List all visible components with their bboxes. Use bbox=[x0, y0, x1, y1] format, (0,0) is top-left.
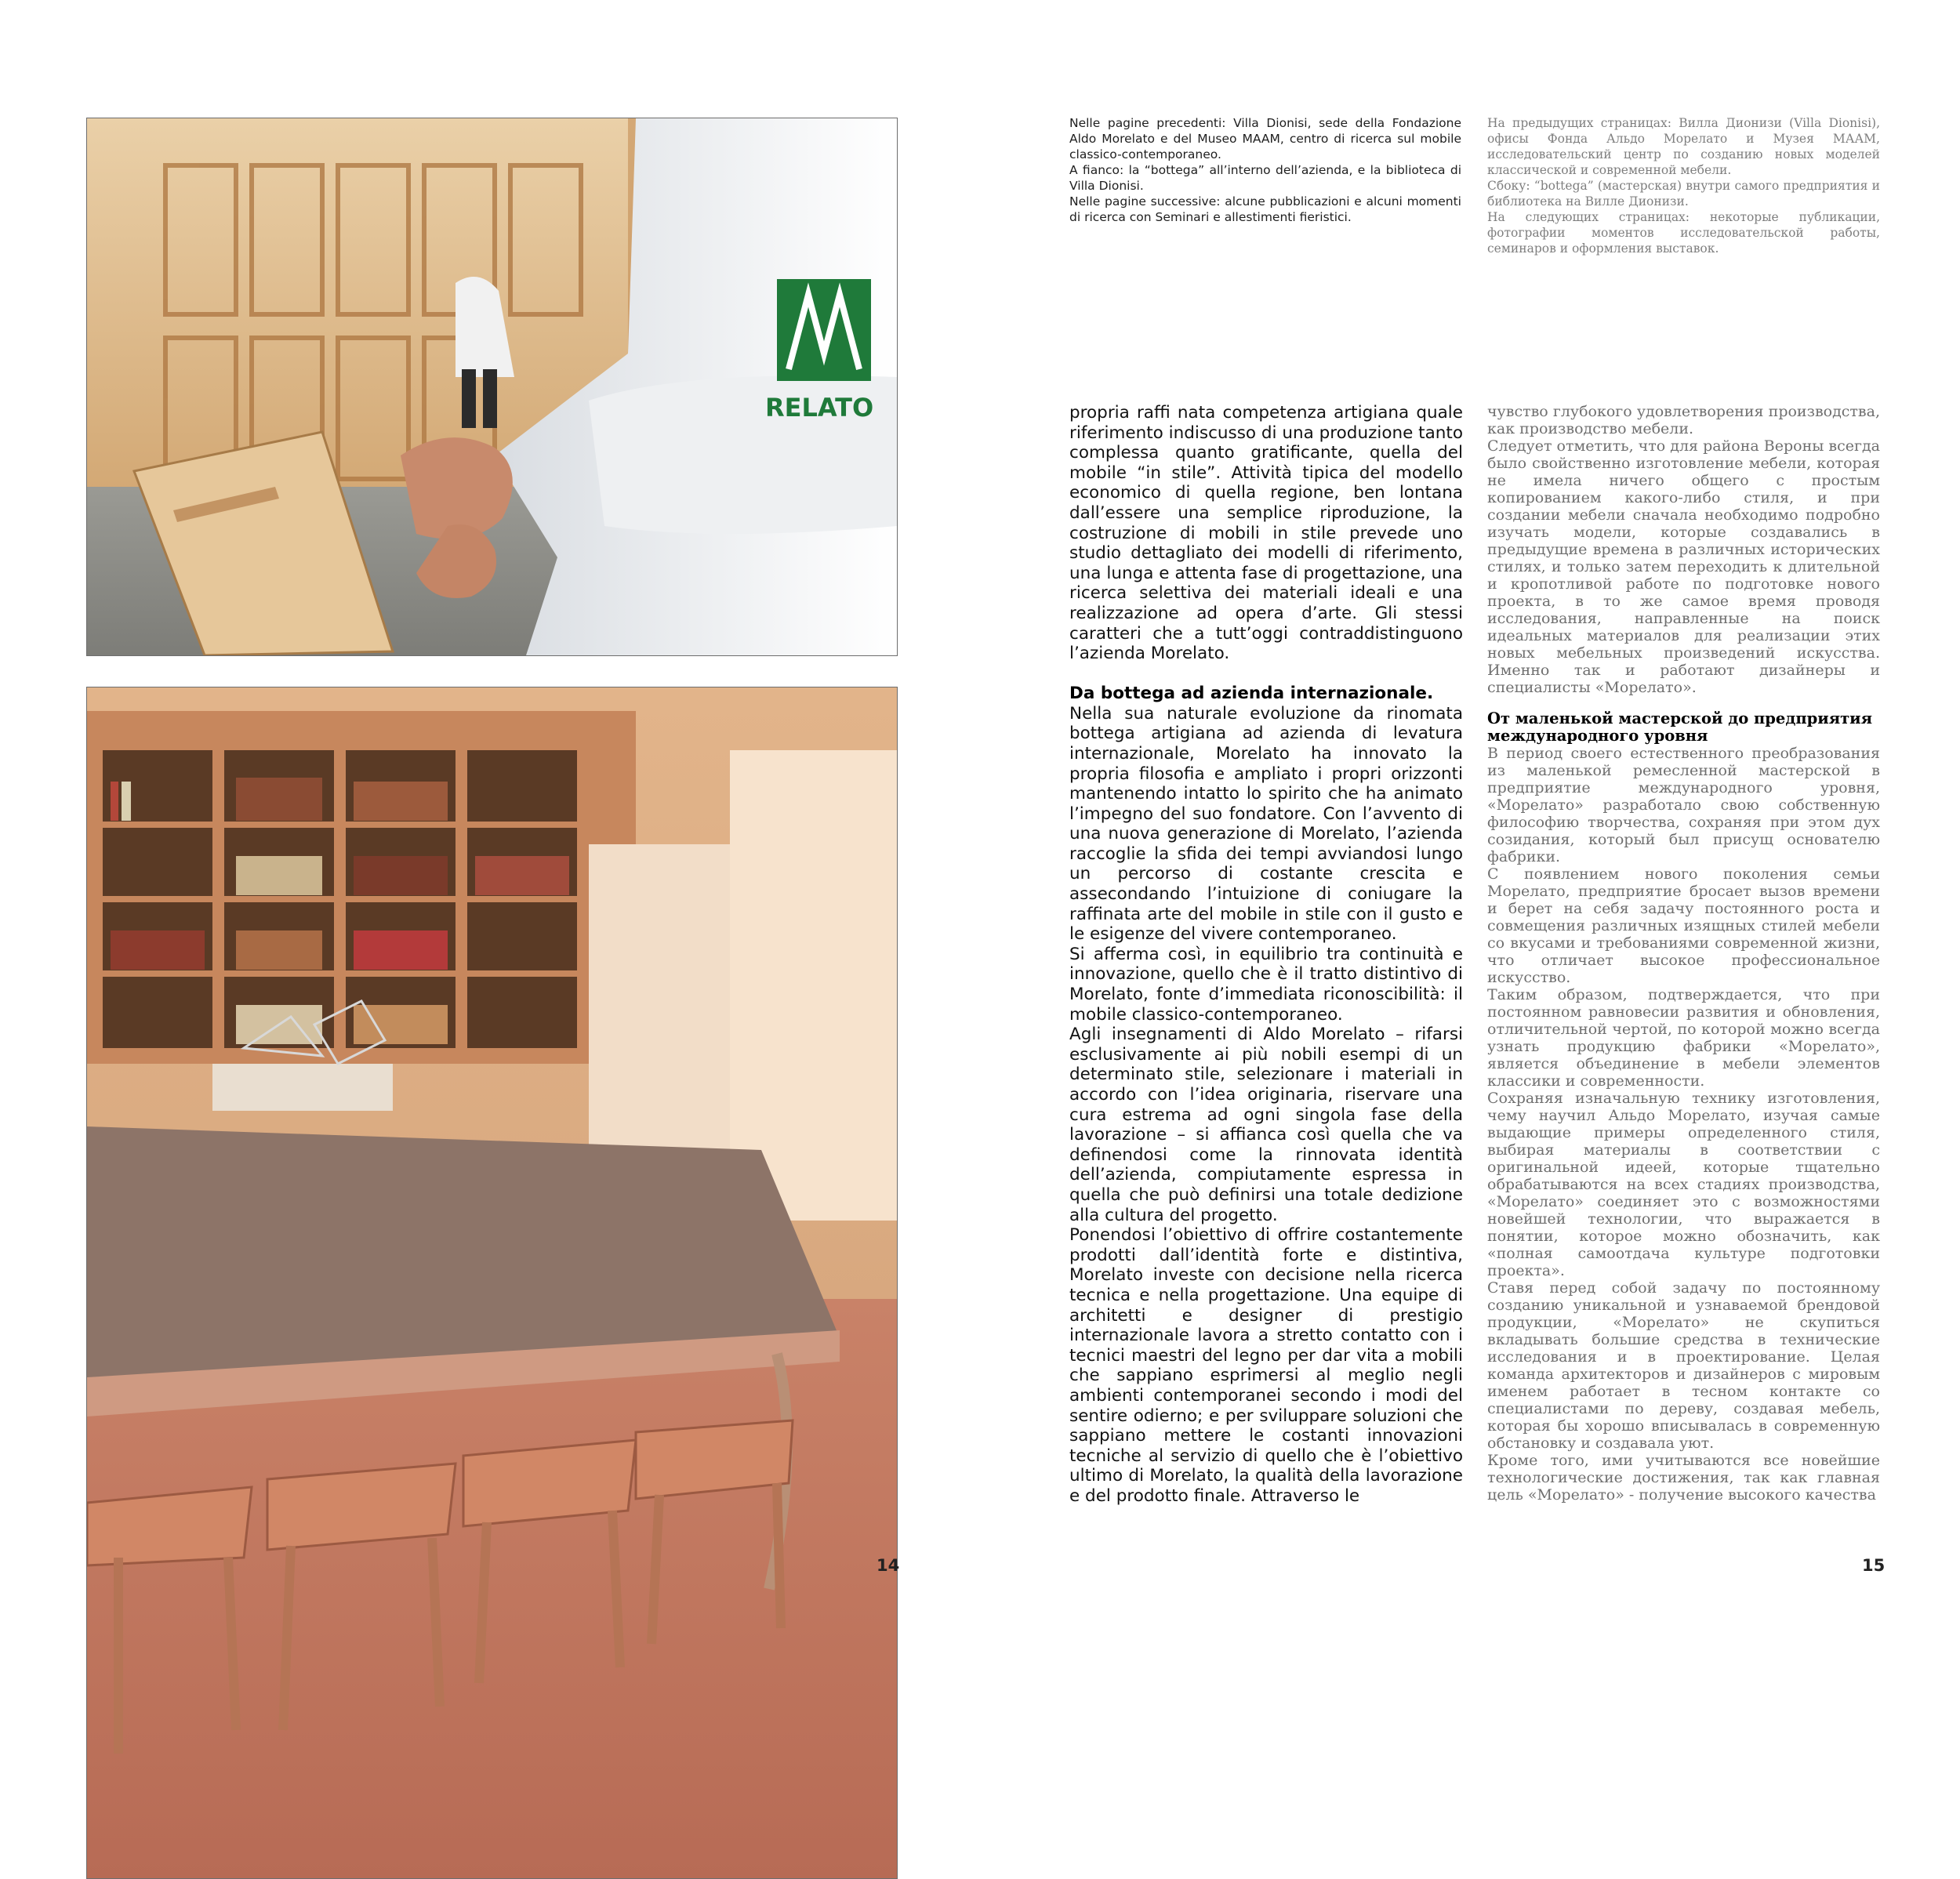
page-number-left: 14 bbox=[877, 1556, 900, 1575]
caption-italian-line: A fianco: la “bottega” all’interno dell’azienda, e la biblioteca di Villa Dionisi. bbox=[1069, 163, 1461, 193]
russian-paragraph: Ставя перед собой задачу по постоянному созданию уникальной и узнаваемой брендовой продукции, «Морелато» не скупиться вкладывать большие средства в технические исследования и в проектирование. Целая команда архитекторов и дизайнеров с мировым именем работает в тесном контакте со специалистами по дереву, создавая мебель, которая бы хорошо вписывалась в современную обстановку и создавала уют. bbox=[1487, 1279, 1880, 1452]
italian-intro: propria raffi nata competenza artigiana quale riferimento indiscusso di una produzione tanto complessa quanto gratificante, quella del mobile “in stile”. Attività tipica del modello economico di quella regione, ben lontana dall’essere una semplice riproduzione, la costruzione di mobili in stile prevede uno studio dettagliato dei modelli di riferimento, una lunga e attenta fase di progettazione, una ricerca selettiva dei materiali ideali e una realizzazione ad opera d’arte. Gli stessi caratteri che a tutt’oggi contraddistinguono l’azienda Morelato. bbox=[1069, 403, 1463, 664]
italian-paragraph: Agli insegnamenti di Aldo Morelato – rifarsi esclusivamente ai più nobili esempi di un determinato stile, selezionare i materiali in accordo con l’idea originaria, riservare una cura estrema ad ogni singola fase della lavorazione – si affianca così quella che va definendosi come la rinnovata identità dell’azienda, compiutamente espressa in quella che può definirsi una totale dedizione alla cultura del progetto. bbox=[1069, 1025, 1463, 1225]
italian-paragraph: Si afferma così, in equilibrio tra continuità e innovazione, quello che è il tratto distintivo di Morelato, fonte d’immediata riconoscibilità: il mobile classico-contemporaneo. bbox=[1069, 944, 1463, 1025]
caption-italian-line: Nelle pagine precedenti: Villa Dionisi, sede della Fondazione Aldo Morelato e del Museo MAAM, centro di ricerca sul mobile classico-contemporaneo. bbox=[1069, 116, 1461, 161]
russian-paragraph: Кроме того, ими учитываются все новейшие технологические достижения, так как главная цель «Морелато» - получение высокого качества bbox=[1487, 1452, 1880, 1504]
library-photo bbox=[86, 687, 898, 1879]
russian-column bbox=[1487, 403, 1880, 1504]
italian-paragraph: Ponendosi l’obiettivo di offrire costantemente prodotti dall’identità forte e distintiva, Morelato investe con decisione nella ricerca tecnica e nella progettazione. Una equipe di architetti e designer di prestigio internazionale lavora a stretto contatto con i tecnici maestri del legno per dar vita a mobili che sappiano esprimersi al meglio negli ambienti contemporanei secondo i modi del sentire odierno; e per sviluppare soluzioni che sappiano mettere le costanti innovazioni tecniche al servizio di quello che è l’obiettivo ultimo di Morelato, la qualità della lavorazione e del prodotto finale. Attraverso le bbox=[1069, 1225, 1463, 1506]
caption-russian-line: На следующих страницах: некоторые публикации, фотографии моментов исследовательской работы, семинаров и оформления выставок. bbox=[1487, 210, 1880, 256]
russian-paragraph: Таким образом, подтверждается, что при постоянном равновесии развития и обновления, отличительной чертой, по которой можно всегда узнать продукцию фабрики «Морелато», является объединение в мебели элементов классики и современности. bbox=[1487, 986, 1880, 1090]
caption-russian-line: Сбоку: “bottega” (мастерская) внутри самого предприятия и библиотека на Вилле Дионизи. bbox=[1487, 179, 1880, 209]
italian-paragraph: Nella sua naturale evoluzione da rinomata bottega artigiana ad azienda di levatura internazionale, Morelato ha innovato la propria filosofia e ampliato i propri orizzonti mantenendo intatto lo spirito che ha animato l’impegno del suo fondatore. Con l’avvento di una nuova generazione di Morelato, l’azienda raccoglie la sfida dei tempi avviandosi lungo un percorso di costante crescita e assecondando l’intuizione di coniugare la raffinata arte del mobile in stile con il gusto e le esigenze del vivere contemporaneo. bbox=[1069, 703, 1463, 945]
page-number-right: 15 bbox=[1862, 1556, 1886, 1575]
italian-heading: Da bottega ad azienda internazionale. bbox=[1069, 683, 1434, 703]
russian-intro: Следует отметить, что для района Вероны всегда было свойственно изготовление мебели, которая не имела ничего общего с простым копированием какого-либо стиля, и при создании мебели сначала необходимо подробно изучать модели, которые создавались в предыдущие времена в различных исторических стилях, и только затем переходить к длительной и кропотливой работе по подготовке нового проекта, в то же самое время проводя исследования, направленные на поиск идеальных материалов для реализации этих новых мебельных произведений искусства. Именно так и работают дизайнеры и специалисты «Морелато». bbox=[1487, 437, 1880, 696]
caption-russian bbox=[1487, 115, 1880, 256]
caption-russian-line: На предыдущих страницах: Вилла Дионизи (Villa Dionisi), офисы Фонда Альдо Морелато и Музея МААМ, исследовательский центр по созданию новых моделей классической и современной мебели. bbox=[1487, 116, 1880, 177]
library-illustration bbox=[87, 687, 900, 1878]
russian-paragraph: Сохраняя изначальную технику изготовления, чему научил Альдо Морелато, изучая самые выдающие примеры определенного стиля, выбирая материалы в соответствии с оригинальной идеей, которые тщательно обрабатываются на всех стадиях производства, «Морелато» соединяет это с возможностями новейшей технологии, что выражается в понятии, которое можно обозначить, как «полная самоотдача культуре подготовки проекта». bbox=[1487, 1090, 1880, 1279]
italian-column bbox=[1069, 403, 1463, 1506]
logo-lettering: RELATO bbox=[765, 393, 874, 423]
workshop-photo bbox=[86, 118, 898, 656]
russian-paragraph: С появлением нового поколения семьи Морелато, предприятие бросает вызов времени и берет на себя задачу постоянного роста и совмещения различных изящных стилей мебели со вкусами и требованиями современной жизни, что отличает высокое профессиональное искусство. bbox=[1487, 865, 1880, 986]
russian-intro: чувство глубокого удовлетворения производства, как производство мебели. bbox=[1487, 403, 1880, 437]
caption-italian-line: Nelle pagine successive: alcune pubblicazioni e alcuni momenti di ricerca con Seminari e allestimenti fieristici. bbox=[1069, 194, 1461, 224]
russian-paragraph: В период своего естественного преобразования из маленькой ремесленной мастерской в предприятие международного уровня, «Морелато» разработало свою собственную философию творчества, сохраняя при этом дух созидания, который был присущ основателю фабрики. bbox=[1487, 745, 1880, 865]
workshop-illustration bbox=[87, 118, 897, 655]
russian-heading: От маленькой мастерской до предприятия международного уровня bbox=[1487, 709, 1873, 745]
caption-italian bbox=[1069, 115, 1461, 225]
